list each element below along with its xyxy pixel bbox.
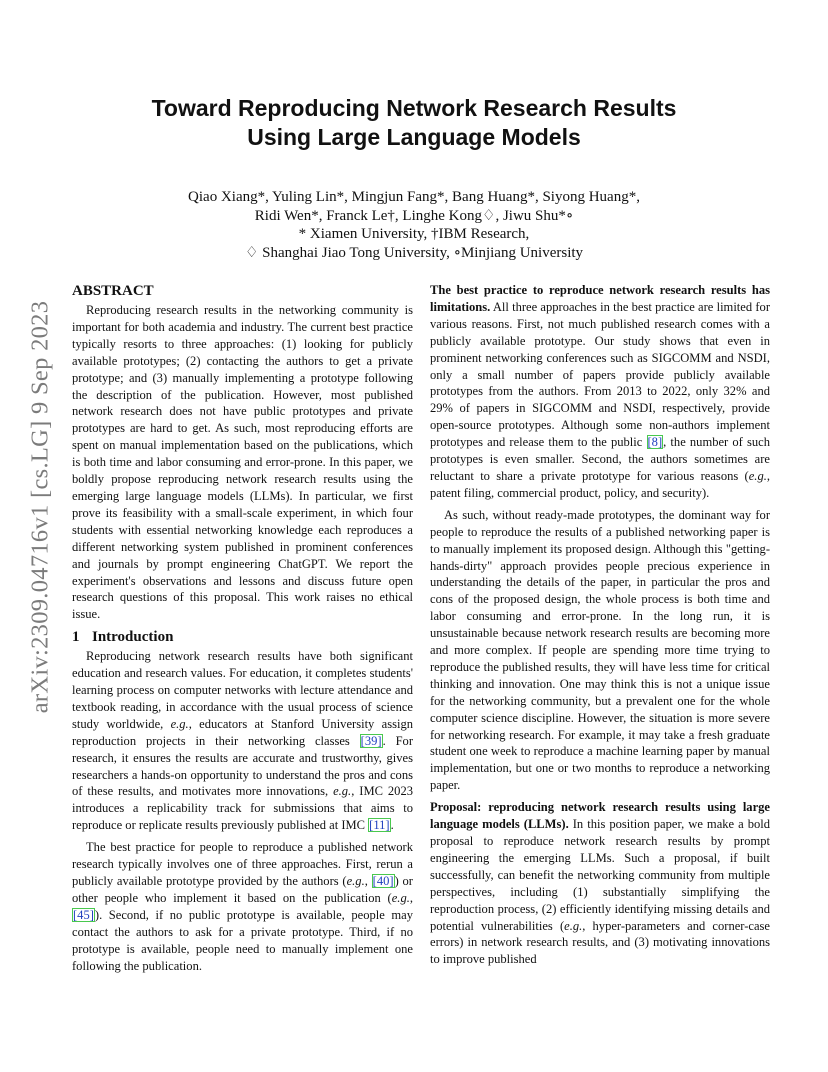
- text-run: , IMC 2023 introduces a replicability track for submissions that aims to reproduce or replicate results previously published at IMC: [72, 784, 413, 833]
- text-run-italic: e.g.: [391, 890, 410, 905]
- citation-link[interactable]: [45]: [73, 907, 94, 922]
- citation-link[interactable]: [40]: [372, 874, 394, 888]
- text-run: , patent filing, commercial product, policy, and security).: [430, 468, 770, 500]
- paper-title: [0, 94, 828, 152]
- limitations-paragraph: [430, 282, 770, 502]
- author-names-line-2: Ridi Wen*, Franck Le†, Linghe Kong♢, Jiwu Shu*∘: [254, 207, 574, 224]
- author-block: [0, 188, 828, 262]
- intro-section-title: Introduction: [92, 629, 174, 646]
- text-run: , educators at Stanford University assign reproduction projects in their networking classes: [72, 716, 413, 748]
- affiliation-line-2: ♢ Shanghai Jiao Tong University, ∘Minjiang University: [244, 244, 584, 261]
- author-names-line-1: Qiao Xiang*, Yuling Lin*, Mingjun Fang*, Bang Huang*, Siyong Huang*,: [188, 189, 640, 205]
- text-run-italic: e.g.: [346, 874, 365, 888]
- text-run-italic: e.g.: [748, 468, 767, 483]
- citation-link[interactable]: [39]: [360, 733, 382, 748]
- paragraph-lead-bold: Proposal: reproducing network research results using large language models (LLMs).: [430, 800, 770, 832]
- text-run: ) or other people who implement it based on the publication (: [72, 874, 413, 905]
- arxiv-id-text: arXiv:2309.04716v1 [cs.LG] 9 Sep 2023: [26, 300, 54, 714]
- title-line-2: Using Large Language Models: [247, 124, 581, 150]
- proposal-paragraph: [430, 799, 770, 968]
- intro-heading: [72, 628, 413, 647]
- text-run-italic: e.g.: [170, 716, 189, 731]
- manual-implementation-paragraph: As such, without ready-made prototypes, the dominant way for people to reproduce the results of a published networking paper is to manually implement its proposed design. Although this "getting-hands-dirty" approach provides people precious experience in understanding the details of the paper, in particular the pros and cons of the proposed design, the whole process is both time and labor consuming and error-prone. In the long run, it is unsustainable because network research results are becoming more and more complex. If people are spending more time trying to reproduce the published results, they will have less time for critical thinking and innovation. One may think this is not a unique issue for the networking community, but a prevalent one for the whole computer science discipline. However, the situation is more severe for networking research. For example, it may take a fresh graduate student one week to reproduce a machine learning paper by manual implementation, but one or two months to reproduce a networking paper.: [430, 507, 770, 793]
- text-run: The best practice for people to reproduce a published network research typically involves one of three approaches. First, rerun a publicly available prototype provided by the authors (: [72, 840, 413, 888]
- text-run: .: [390, 818, 394, 833]
- text-run-italic: e.g.: [564, 918, 583, 933]
- abstract-paragraph: Reproducing research results in the networking community is important for both academia and industry. The current best practice typically resorts to three approaches: (1) looking for publicly available prototypes; (2) contacting the authors to get a private prototype; and (3) manually implementing a prototype following the description of the publication. However, most published network research does not have public prototypes and private prototypes are hard to get. As such, most reproducing efforts are spent on manual implementation based on the publications, which is both time and labor consuming and error-prone. In this paper, we boldly propose reproducing network research results using the emerging large language models (LLMs). In particular, we first prove its feasibility with a small-scale experiment, in which four students with essential networking knowledge each reproduces a different networking system published in prominent conferences and journals by prompt engineering ChatGPT. We report the experiment's observations and lessons and discuss future open research questions of this proposal. This work raises no ethical issue.: [72, 303, 413, 622]
- arxiv-identifier-stamp: [18, 292, 62, 722]
- citation-link[interactable]: [11]: [369, 818, 390, 833]
- text-run: ,: [364, 874, 372, 888]
- text-run: In this position paper, we make a bold proposal to reproduce network research results by prompt engineering the emerging LLMs. Such a proposal, if built successfully, can benefit the networking community from multiple perspectives, including (1) substantially simplifying the reproduction process, (2) efficiently identifying missing details and potential vulnerabilities (: [430, 817, 771, 933]
- text-run: ). Second, if no public prototype is available, people may contact the authors to ask for a private prototype. Third, if no prototype is available, people need to manually implement one following the publication.: [72, 907, 413, 973]
- text-run: , hyper-parameters and corner-case errors) in network research results, and (3) motivating innovations to improve published: [430, 918, 770, 967]
- text-run-italic: e.g.: [333, 784, 352, 799]
- affiliation-line-1: * Xiamen University, †IBM Research,: [298, 226, 530, 242]
- left-column: [72, 282, 413, 979]
- intro-section-number: 1: [72, 629, 80, 646]
- citation-link[interactable]: [8]: [647, 435, 663, 450]
- text-run: ,: [409, 890, 413, 905]
- text-run: All three approaches in the best practice are limited for various reasons. First, not much published research comes with a publicly available prototype. Our study shows that even in prominent networking conferences such as SIGCOMM and NSDI, only a small number of papers provide publicly available prototypes from the authors. From 2013 to 2022, only 32% and 29% of papers in SIGCOMM and NSDI, respectively, provide open-source prototypes. Although some non-authors implement prototypes and release them to the public: [430, 299, 770, 450]
- text-run: . For research, it ensures the results are accurate and trustworthy, gives researchers a hands-on opportunity to understand the pros and cons of these results, and motivates more innovations,: [72, 733, 413, 799]
- title-line-1: Toward Reproducing Network Research Results: [151, 95, 677, 121]
- paragraph-lead-bold: The best practice to reproduce network research results has limitations.: [430, 283, 770, 314]
- intro-paragraph-2: [72, 839, 413, 974]
- text-run: , the number of such prototypes is even smaller. Second, the authors sometimes are reluctant to share a private prototype for various reasons (: [430, 435, 770, 483]
- right-column: [430, 282, 770, 973]
- abstract-heading: ABSTRACT: [72, 283, 154, 299]
- text-run: Reproducing network research results have both significant education and research values. For education, it completes students' learning process on computer networks with lecture attendance and textbook reading, in accordance with the usual process of science study worldwide,: [72, 649, 413, 731]
- intro-paragraph-1: [72, 648, 413, 834]
